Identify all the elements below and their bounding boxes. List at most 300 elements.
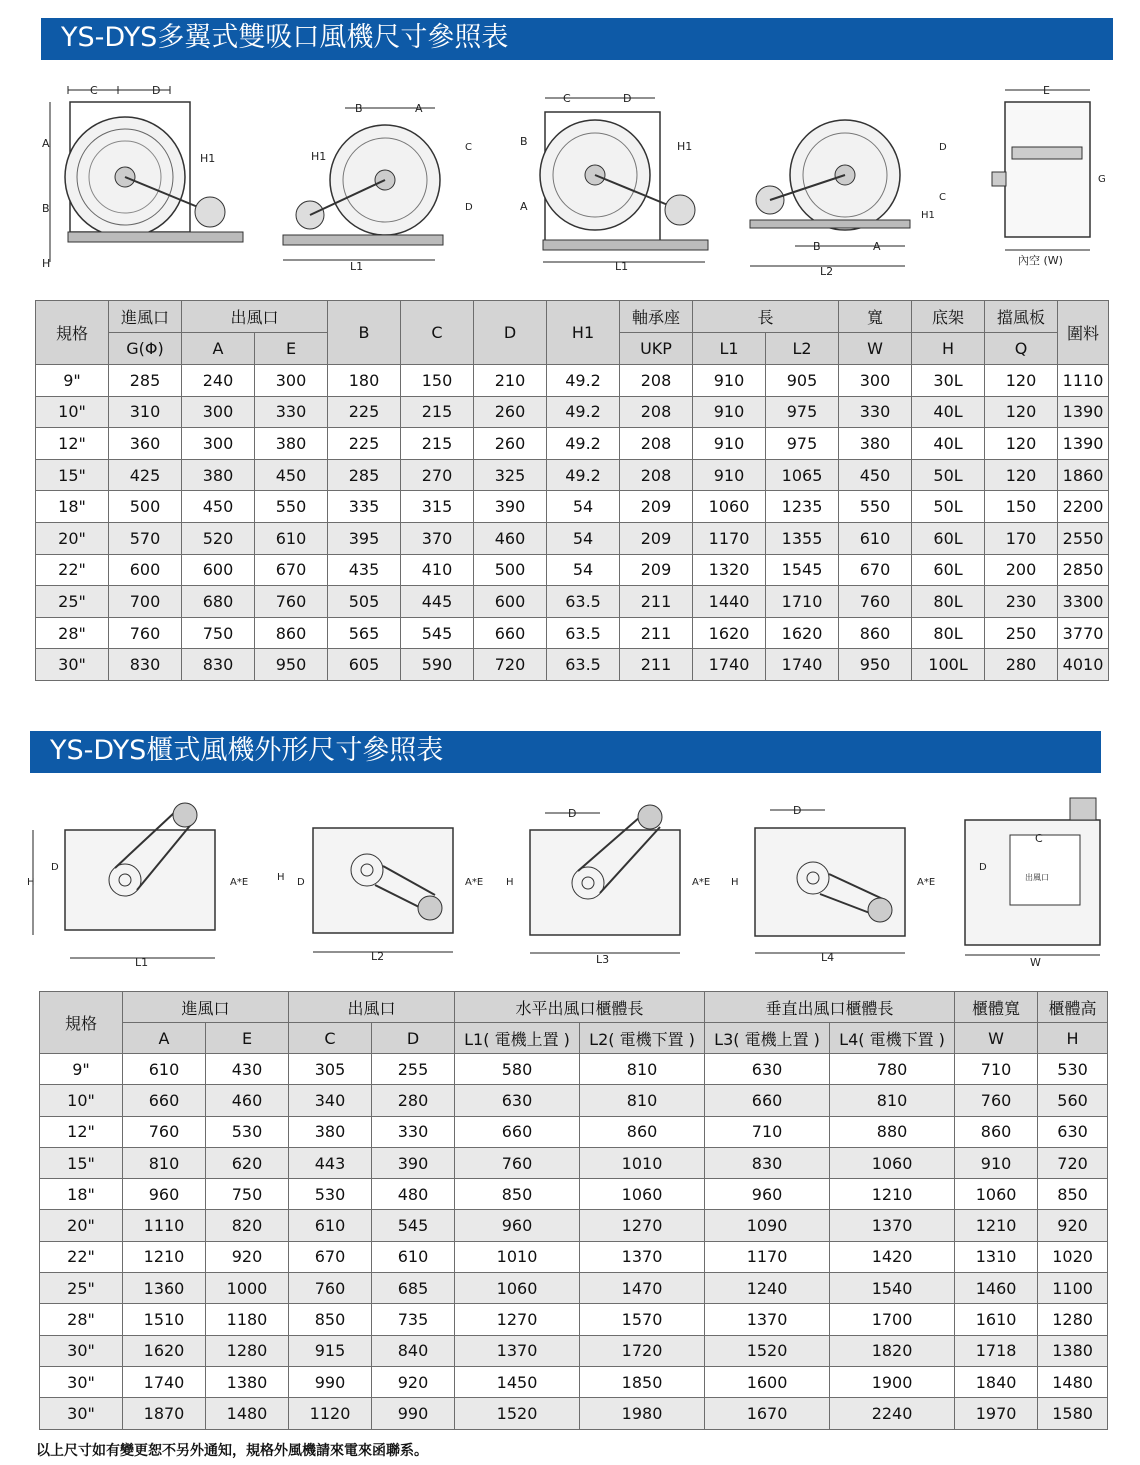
table-cell: 570 (109, 522, 182, 554)
table-cell: 920 (206, 1241, 289, 1272)
table-cell: 1380 (206, 1366, 289, 1397)
table-cell: 550 (839, 491, 912, 523)
subheader-e: E (206, 1023, 289, 1054)
dim-label: L1 (350, 260, 364, 273)
header-cabinet-height: 櫃體高 (1038, 992, 1108, 1023)
table-cell: 1390 (1058, 428, 1109, 460)
subheader-w: W (955, 1023, 1038, 1054)
dim-label: L3 (596, 953, 610, 966)
subheader-a: A (182, 333, 255, 365)
table-cell: 990 (289, 1366, 372, 1397)
row-spec-cell: 28" (36, 617, 109, 649)
header-outlet: 出風口 (182, 301, 328, 333)
dim-label: D (793, 804, 802, 817)
table-cell: 660 (455, 1116, 580, 1147)
table-cell: 610 (255, 522, 328, 554)
table-cell: 430 (206, 1054, 289, 1085)
table-cell: 1280 (1038, 1304, 1108, 1335)
table-cell: 1060 (830, 1147, 955, 1178)
table-cell: 63.5 (547, 586, 620, 618)
dim-label: D (297, 877, 305, 888)
header-windboard: 擋風板 (985, 301, 1058, 333)
table-cell: 1820 (830, 1335, 955, 1366)
table-cell: 1600 (705, 1366, 830, 1397)
header-length: 長 (693, 301, 839, 333)
table-cell: 1110 (123, 1210, 206, 1241)
header-inlet: 進風口 (109, 301, 182, 333)
table-cell: 1170 (705, 1241, 830, 1272)
table-cell: 54 (547, 522, 620, 554)
table-cell: 285 (109, 365, 182, 397)
row-spec-cell: 20" (36, 522, 109, 554)
dim-label: A (42, 137, 50, 150)
table-cell: 2200 (1058, 491, 1109, 523)
header-inlet: 進風口 (123, 992, 289, 1023)
table-cell: 300 (182, 396, 255, 428)
table-cell: 390 (474, 491, 547, 523)
row-spec-cell: 12" (36, 428, 109, 460)
dim-label: H1 (677, 140, 693, 153)
table-cell: 225 (328, 396, 401, 428)
table-row (36, 617, 1109, 649)
dim-label: C (1035, 832, 1043, 845)
table-cell: 49.2 (547, 459, 620, 491)
table-cell: 545 (401, 617, 474, 649)
table-cell: 630 (705, 1054, 830, 1085)
dim-label: L4 (821, 951, 835, 964)
table-cell: 975 (766, 428, 839, 460)
table-cell: 443 (289, 1147, 372, 1178)
table-cell: 610 (289, 1210, 372, 1241)
dim-label: H1 (200, 152, 216, 165)
header-bearing: 軸承座 (620, 301, 693, 333)
table-cell: 1570 (580, 1304, 705, 1335)
table-cell: 830 (705, 1147, 830, 1178)
table-cell: 700 (109, 586, 182, 618)
table-cell: 1870 (123, 1398, 206, 1429)
table-cell: 550 (255, 491, 328, 523)
table-cell: 3300 (1058, 586, 1109, 618)
table-cell: 975 (766, 396, 839, 428)
row-spec-cell: 30" (40, 1398, 123, 1429)
table-cell: 325 (474, 459, 547, 491)
table-cell: 660 (123, 1085, 206, 1116)
header-spec: 規格 (36, 301, 109, 365)
table-cell: 760 (109, 617, 182, 649)
table-cell: 250 (985, 617, 1058, 649)
header-width: 寬 (839, 301, 912, 333)
row-spec-cell: 18" (36, 491, 109, 523)
cabinet-diagram-3 (500, 795, 720, 970)
table-cell: 260 (474, 396, 547, 428)
table-cell: 1060 (580, 1179, 705, 1210)
table-cell: 49.2 (547, 428, 620, 460)
table-cell: 1060 (455, 1273, 580, 1304)
table-cell: 63.5 (547, 617, 620, 649)
row-spec-cell: 22" (36, 554, 109, 586)
table-cell: 450 (182, 491, 255, 523)
table-cell: 1020 (1038, 1241, 1108, 1272)
table-cell: 30L (912, 365, 985, 397)
header-horizontal-length: 水平出風口櫃體長 (455, 992, 705, 1023)
table-cell: 1450 (455, 1366, 580, 1397)
table-row (36, 491, 1109, 523)
subheader-l4: L4( 電機下置 ) (830, 1023, 955, 1054)
table-cell: 1620 (123, 1335, 206, 1366)
fan-diagram-2 (275, 100, 473, 275)
dim-label: L2 (371, 950, 385, 963)
cabinet-diagram-5-side (955, 790, 1105, 970)
table-cell: 315 (401, 491, 474, 523)
table-cell: 850 (289, 1304, 372, 1335)
subheader-a: A (123, 1023, 206, 1054)
table-cell: 860 (580, 1116, 705, 1147)
row-spec-cell: 15" (36, 459, 109, 491)
dim-label: H (42, 257, 51, 270)
table-cell: 590 (401, 649, 474, 681)
table-cell: 920 (1038, 1210, 1108, 1241)
table-row (40, 1273, 1108, 1304)
header-cabinet-width: 櫃體寬 (955, 992, 1038, 1023)
table-cell: 1390 (1058, 396, 1109, 428)
table-cell: 810 (580, 1054, 705, 1085)
table-cell: 680 (182, 586, 255, 618)
table-row (40, 1085, 1108, 1116)
row-spec-cell: 15" (40, 1147, 123, 1178)
dim-label: E (1043, 84, 1050, 97)
dim-label: D (623, 92, 632, 105)
row-spec-cell: 12" (40, 1116, 123, 1147)
subheader-q: Q (985, 333, 1058, 365)
table-cell: 840 (372, 1335, 455, 1366)
table-cell: 54 (547, 491, 620, 523)
table-cell: 915 (289, 1335, 372, 1366)
table-row (40, 1398, 1108, 1429)
table-cell: 1370 (830, 1210, 955, 1241)
table-row (36, 365, 1109, 397)
table-cell: 620 (206, 1147, 289, 1178)
table-cell: 505 (328, 586, 401, 618)
table-cell: 480 (372, 1179, 455, 1210)
table-cell: 760 (955, 1085, 1038, 1116)
row-spec-cell: 9" (36, 365, 109, 397)
table-cell: 1740 (766, 649, 839, 681)
table-cell: 180 (328, 365, 401, 397)
dim-label: H1 (311, 150, 327, 163)
table-cell: 210 (474, 365, 547, 397)
table-cell: 360 (109, 428, 182, 460)
table-cell: 2850 (1058, 554, 1109, 586)
fan-diagram-3 (515, 90, 715, 275)
header-d: D (474, 301, 547, 365)
table-cell: 1718 (955, 1335, 1038, 1366)
footnote: 以上尺寸如有變更恕不另外通知，規格外風機請來電來函聯系。 (36, 1443, 428, 1459)
table-cell: 610 (372, 1241, 455, 1272)
table-cell: 670 (255, 554, 328, 586)
table-cell: 285 (328, 459, 401, 491)
table-cell: 211 (620, 649, 693, 681)
subheader-w: W (839, 333, 912, 365)
table-cell: 1310 (955, 1241, 1038, 1272)
table-cell: 300 (839, 365, 912, 397)
centrifugal-fan-size-table (35, 300, 1109, 681)
dim-label: D (152, 84, 161, 97)
dim-label: D (465, 202, 473, 213)
table-cell: 1210 (955, 1210, 1038, 1241)
table-cell: 910 (693, 459, 766, 491)
dim-label: D (568, 807, 577, 820)
table-cell: 1420 (830, 1241, 955, 1272)
table-cell: 60L (912, 522, 985, 554)
table-cell: 1970 (955, 1398, 1038, 1429)
table-cell: 760 (255, 586, 328, 618)
table-cell: 215 (401, 396, 474, 428)
table-cell: 1360 (123, 1273, 206, 1304)
table-row (40, 1147, 1108, 1178)
table-cell: 605 (328, 649, 401, 681)
table-row (40, 1179, 1108, 1210)
table-cell: 208 (620, 365, 693, 397)
table-cell: 120 (985, 459, 1058, 491)
table-cell: 960 (123, 1179, 206, 1210)
table-cell: 670 (289, 1241, 372, 1272)
table-cell: 1210 (830, 1179, 955, 1210)
table-cell: 1510 (123, 1304, 206, 1335)
subheader-l1: L1( 電機上置 ) (455, 1023, 580, 1054)
table-cell: 1180 (206, 1304, 289, 1335)
table-cell: 1170 (693, 522, 766, 554)
dim-label: 出風口 (1025, 873, 1049, 882)
row-spec-cell: 20" (40, 1210, 123, 1241)
table-cell: 1000 (206, 1273, 289, 1304)
table-cell: 1850 (580, 1366, 705, 1397)
table-cell: 410 (401, 554, 474, 586)
table-cell: 150 (985, 491, 1058, 523)
table-cell: 330 (255, 396, 328, 428)
table-cell: 2550 (1058, 522, 1109, 554)
table-cell: 208 (620, 428, 693, 460)
table-cell: 545 (372, 1210, 455, 1241)
table-cell: 49.2 (547, 396, 620, 428)
table-row (36, 428, 1109, 460)
table-cell: 660 (705, 1085, 830, 1116)
table-cell: 1270 (455, 1304, 580, 1335)
table-cell: 1370 (580, 1241, 705, 1272)
table-cell: 760 (123, 1116, 206, 1147)
table-cell: 270 (401, 459, 474, 491)
header-vertical-length: 垂直出風口櫃體長 (705, 992, 955, 1023)
dim-label: W (1030, 956, 1041, 969)
table-cell: 910 (693, 365, 766, 397)
dim-label: A (415, 102, 423, 115)
table-cell: 1980 (580, 1398, 705, 1429)
table-row (36, 649, 1109, 681)
dim-label: H (731, 877, 739, 888)
dim-label: H (27, 877, 35, 888)
table-cell: 4010 (1058, 649, 1109, 681)
header-b: B (328, 301, 401, 365)
section1-title: YS-DYS多翼式雙吸口風機尺寸參照表 (61, 22, 509, 53)
table-cell: 1320 (693, 554, 766, 586)
table-cell: 1580 (1038, 1398, 1108, 1429)
fan-diagram-1 (40, 82, 255, 277)
header-spec: 規格 (40, 992, 123, 1054)
dim-label: A*E (692, 877, 711, 888)
row-spec-cell: 25" (40, 1273, 123, 1304)
table-cell: 860 (839, 617, 912, 649)
table-cell: 1470 (580, 1273, 705, 1304)
cabinet-diagram-2 (275, 810, 495, 970)
table-cell: 1545 (766, 554, 839, 586)
table-cell: 150 (401, 365, 474, 397)
table-cell: 335 (328, 491, 401, 523)
table-row (36, 586, 1109, 618)
table-cell: 750 (206, 1179, 289, 1210)
table-cell: 1480 (206, 1398, 289, 1429)
table-cell: 208 (620, 459, 693, 491)
row-spec-cell: 30" (36, 649, 109, 681)
table-cell: 530 (1038, 1054, 1108, 1085)
table-cell: 40L (912, 428, 985, 460)
table-cell: 530 (206, 1116, 289, 1147)
fan-diagram-4 (745, 100, 945, 280)
table-cell: 850 (455, 1179, 580, 1210)
table-cell: 120 (985, 396, 1058, 428)
section1-title-banner (41, 18, 1113, 60)
table-cell: 3770 (1058, 617, 1109, 649)
table-cell: 80L (912, 617, 985, 649)
table-cell: 211 (620, 617, 693, 649)
table-cell: 370 (401, 522, 474, 554)
fan-diagram-5-side (980, 82, 1110, 272)
table-cell: 530 (289, 1179, 372, 1210)
table-cell: 905 (766, 365, 839, 397)
dim-label: G (1098, 174, 1106, 185)
table-cell: 860 (955, 1116, 1038, 1147)
dim-label: C (939, 192, 946, 203)
table-cell: 830 (182, 649, 255, 681)
row-spec-cell: 25" (36, 586, 109, 618)
table-cell: 1460 (955, 1273, 1038, 1304)
table-cell: 500 (109, 491, 182, 523)
table-cell: 1670 (705, 1398, 830, 1429)
dim-label: C (563, 92, 571, 105)
table-cell: 209 (620, 522, 693, 554)
table-cell: 910 (693, 428, 766, 460)
table-cell: 685 (372, 1273, 455, 1304)
table-cell: 600 (109, 554, 182, 586)
dim-label: B (520, 135, 528, 148)
table-cell: 200 (985, 554, 1058, 586)
table-cell: 1520 (455, 1398, 580, 1429)
table-cell: 445 (401, 586, 474, 618)
table-cell: 1100 (1038, 1273, 1108, 1304)
table-cell: 1065 (766, 459, 839, 491)
table-cell: 300 (182, 428, 255, 460)
table-cell: 1010 (455, 1241, 580, 1272)
table-cell: 1710 (766, 586, 839, 618)
row-spec-cell: 10" (40, 1085, 123, 1116)
table-cell: 1860 (1058, 459, 1109, 491)
dim-label: C (465, 142, 472, 153)
table-cell: 280 (372, 1085, 455, 1116)
table-cell: 1270 (580, 1210, 705, 1241)
table-cell: 390 (372, 1147, 455, 1178)
cabinet-diagram-1 (25, 800, 255, 970)
table-cell: 910 (955, 1147, 1038, 1178)
table-cell: 720 (1038, 1147, 1108, 1178)
dim-label: A (520, 200, 528, 213)
table-cell: 1740 (123, 1366, 206, 1397)
table-cell: 1840 (955, 1366, 1038, 1397)
table-cell: 950 (839, 649, 912, 681)
table-cell: 1235 (766, 491, 839, 523)
cabinet-diagram-4 (725, 800, 945, 970)
dim-label: B (355, 102, 363, 115)
subheader-l1: L1 (693, 333, 766, 365)
section2-title-banner (30, 731, 1101, 773)
dim-label: L2 (820, 265, 834, 278)
table-cell: 40L (912, 396, 985, 428)
table-cell: 1370 (705, 1304, 830, 1335)
subheader-h: H (1038, 1023, 1108, 1054)
table-cell: 610 (839, 522, 912, 554)
table-cell: 450 (255, 459, 328, 491)
table-cell: 240 (182, 365, 255, 397)
table-cell: 435 (328, 554, 401, 586)
subheader-l2: L2( 電機下置 ) (580, 1023, 705, 1054)
table-cell: 1120 (289, 1398, 372, 1429)
table-cell: 50L (912, 459, 985, 491)
table-cell: 1610 (955, 1304, 1038, 1335)
row-spec-cell: 30" (40, 1366, 123, 1397)
table-row (40, 1116, 1108, 1147)
table-cell: 63.5 (547, 649, 620, 681)
table-cell: 305 (289, 1054, 372, 1085)
row-spec-cell: 28" (40, 1304, 123, 1335)
section2-title: YS-DYS櫃式風機外形尺寸參照表 (50, 735, 444, 766)
table-row (36, 396, 1109, 428)
table-cell: 1700 (830, 1304, 955, 1335)
table-cell: 760 (839, 586, 912, 618)
table-cell: 630 (455, 1085, 580, 1116)
table-cell: 209 (620, 554, 693, 586)
dim-label: B (813, 240, 821, 253)
subheader-l2: L2 (766, 333, 839, 365)
table-cell: 380 (255, 428, 328, 460)
table-cell: 255 (372, 1054, 455, 1085)
table-cell: 1110 (1058, 365, 1109, 397)
table-cell: 450 (839, 459, 912, 491)
subheader-d: D (372, 1023, 455, 1054)
dim-label: A*E (917, 877, 936, 888)
dim-label: 內空 (W) (1018, 254, 1063, 267)
dim-label: A (873, 240, 881, 253)
row-spec-cell: 30" (40, 1335, 123, 1366)
table-cell: 960 (705, 1179, 830, 1210)
table-row (36, 522, 1109, 554)
table-cell: 880 (830, 1116, 955, 1147)
table-cell: 810 (580, 1085, 705, 1116)
table-cell: 990 (372, 1398, 455, 1429)
cabinet-fan-size-table (39, 991, 1108, 1430)
table-cell: 60L (912, 554, 985, 586)
table-cell: 1210 (123, 1241, 206, 1272)
table-cell: 209 (620, 491, 693, 523)
table1-body (36, 365, 1109, 681)
table-cell: 330 (839, 396, 912, 428)
subheader-l3: L3( 電機上置 ) (705, 1023, 830, 1054)
